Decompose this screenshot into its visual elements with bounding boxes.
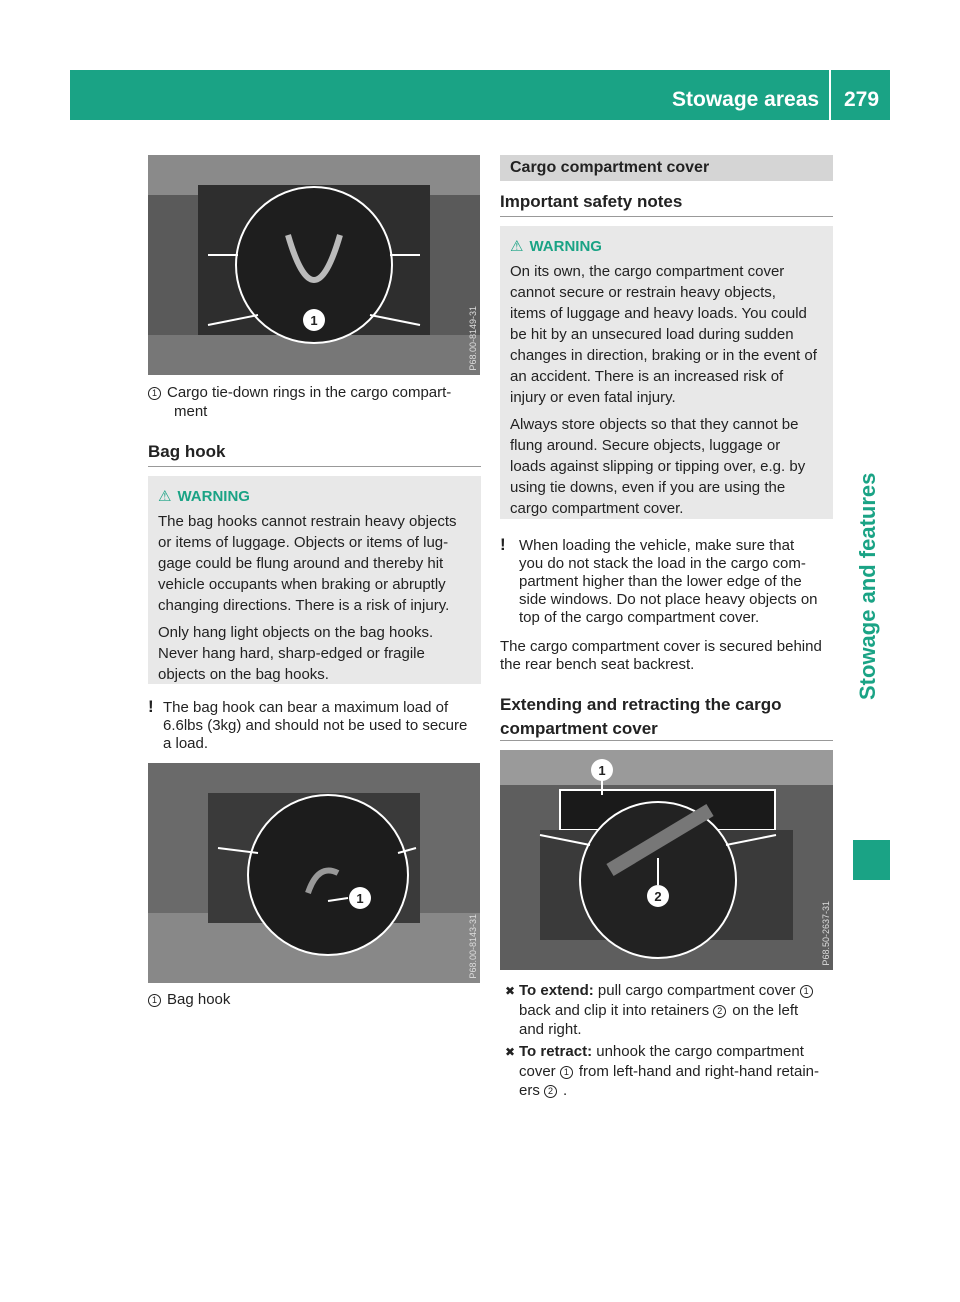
warning-icon: ⚠ [158, 488, 172, 505]
tie-down-rings-figure [148, 155, 480, 375]
section-title: Stowage areas [672, 88, 820, 111]
warning-box: ⚠ WARNING The bag hooks cannot restrain heavy objects or items of luggage. Objects or items of lug- gage could be flung around and thereby hit vehicle occupants when braking or abruptly changing directions. There is a risk of injury. Only hang light objects on the bag hooks. Never hang hard, sharp-edged or fragile objects on the bag hooks. [148, 476, 481, 684]
figure-callout-1: 1 [598, 763, 606, 778]
callout-number: 1 [148, 994, 161, 1007]
figure-code: P68.50-2637-31 [821, 901, 831, 966]
step-arrow-icon: ✖ [505, 984, 516, 998]
figure-code: P68.00-8143-31 [468, 914, 478, 979]
instruction-step: ✖ To extend: pull cargo compartment cover 1 back and clip it into retainers 2 on the left and right. [505, 981, 840, 1039]
caution-icon: ! [500, 535, 506, 554]
figure-callout-2: 2 [654, 889, 662, 904]
warning-icon: ⚠ [510, 238, 524, 255]
warning-text: The bag hooks cannot restrain heavy objects or items of luggage. Objects or items of lug- gage could be flung around and thereby hit vehicle occupants when braking or abruptly changing directions. There is a risk of injury. [158, 513, 457, 614]
warning-text: On its own, the cargo compartment cover cannot secure or restrain heavy objects, items of luggage and heavy loads. You could be hit by an unsecured load during sudden changes in direction, braking or in the event of an accident. There is an increased risk of injury or even fatal injury. [510, 263, 817, 406]
figure-code: P68.00-8149-31 [468, 306, 478, 371]
figure-caption: 1 Cargo tie-down rings in the cargo compart- ment [148, 383, 483, 421]
heading-rule [500, 216, 833, 217]
warning-box: ⚠ WARNING On its own, the cargo compartment cover cannot secure or restrain heavy objects, items of luggage and heavy loads. You could be hit by an unsecured load during sudden changes in direction, braking or in the event of an accident. There is an increased risk of injury or even fatal injury. Always store objects so that they cannot be flung around. Secure objects, luggage or loads against slipping or tipping over, e.g. by using tie downs, even if you are using the cargo compartment cover. [500, 226, 833, 519]
caution-icon: ! [148, 697, 154, 716]
note: ! When loading the vehicle, make sure that you do not stack the load in the cargo com- partment higher than the lower edge of the side windows. Do not place heavy objects on top of the cargo compartment cover. [500, 535, 818, 626]
body-text: The cargo compartment cover is secured behind the rear bench seat backrest. [500, 638, 822, 673]
note: ! The bag hook can bear a maximum load of 6.6lbs (3kg) and should not be used to secure a load. [148, 697, 468, 752]
header-divider [829, 70, 831, 120]
heading-rule [500, 740, 833, 741]
cargo-cover-figure [500, 750, 833, 970]
warning-text: Only hang light objects on the bag hooks. Never hang hard, sharp-edged or fragile objects on the bag hooks. [158, 624, 434, 683]
side-tab-label: Stowage and features [855, 472, 880, 700]
figure-caption: 1 Bag hook [148, 990, 483, 1009]
figure-callout: 1 [356, 891, 364, 906]
subsection-heading: Important safety notes [500, 192, 683, 211]
instruction-step: ✖ To retract: unhook the cargo compartment cover 1 from left-hand and right-hand retain- ers 2 . [505, 1043, 819, 1099]
subsection-heading: Extending and retracting the cargo compartment cover [500, 695, 782, 738]
step-arrow-icon: ✖ [505, 1045, 516, 1059]
page-number: 279 [844, 88, 880, 111]
figure-callout: 1 [310, 313, 318, 328]
side-tab-marker [853, 840, 890, 880]
heading-rule [148, 466, 481, 467]
section-heading: Cargo compartment cover [500, 155, 833, 181]
section-heading: Bag hook [148, 442, 226, 461]
bag-hook-figure [148, 763, 480, 983]
callout-number: 1 [148, 387, 161, 400]
warning-text: Always store objects so that they cannot be flung around. Secure objects, luggage or loads against slipping or tipping over, e.g. by using tie downs, even if you are using the cargo compartment cover. [510, 416, 806, 517]
